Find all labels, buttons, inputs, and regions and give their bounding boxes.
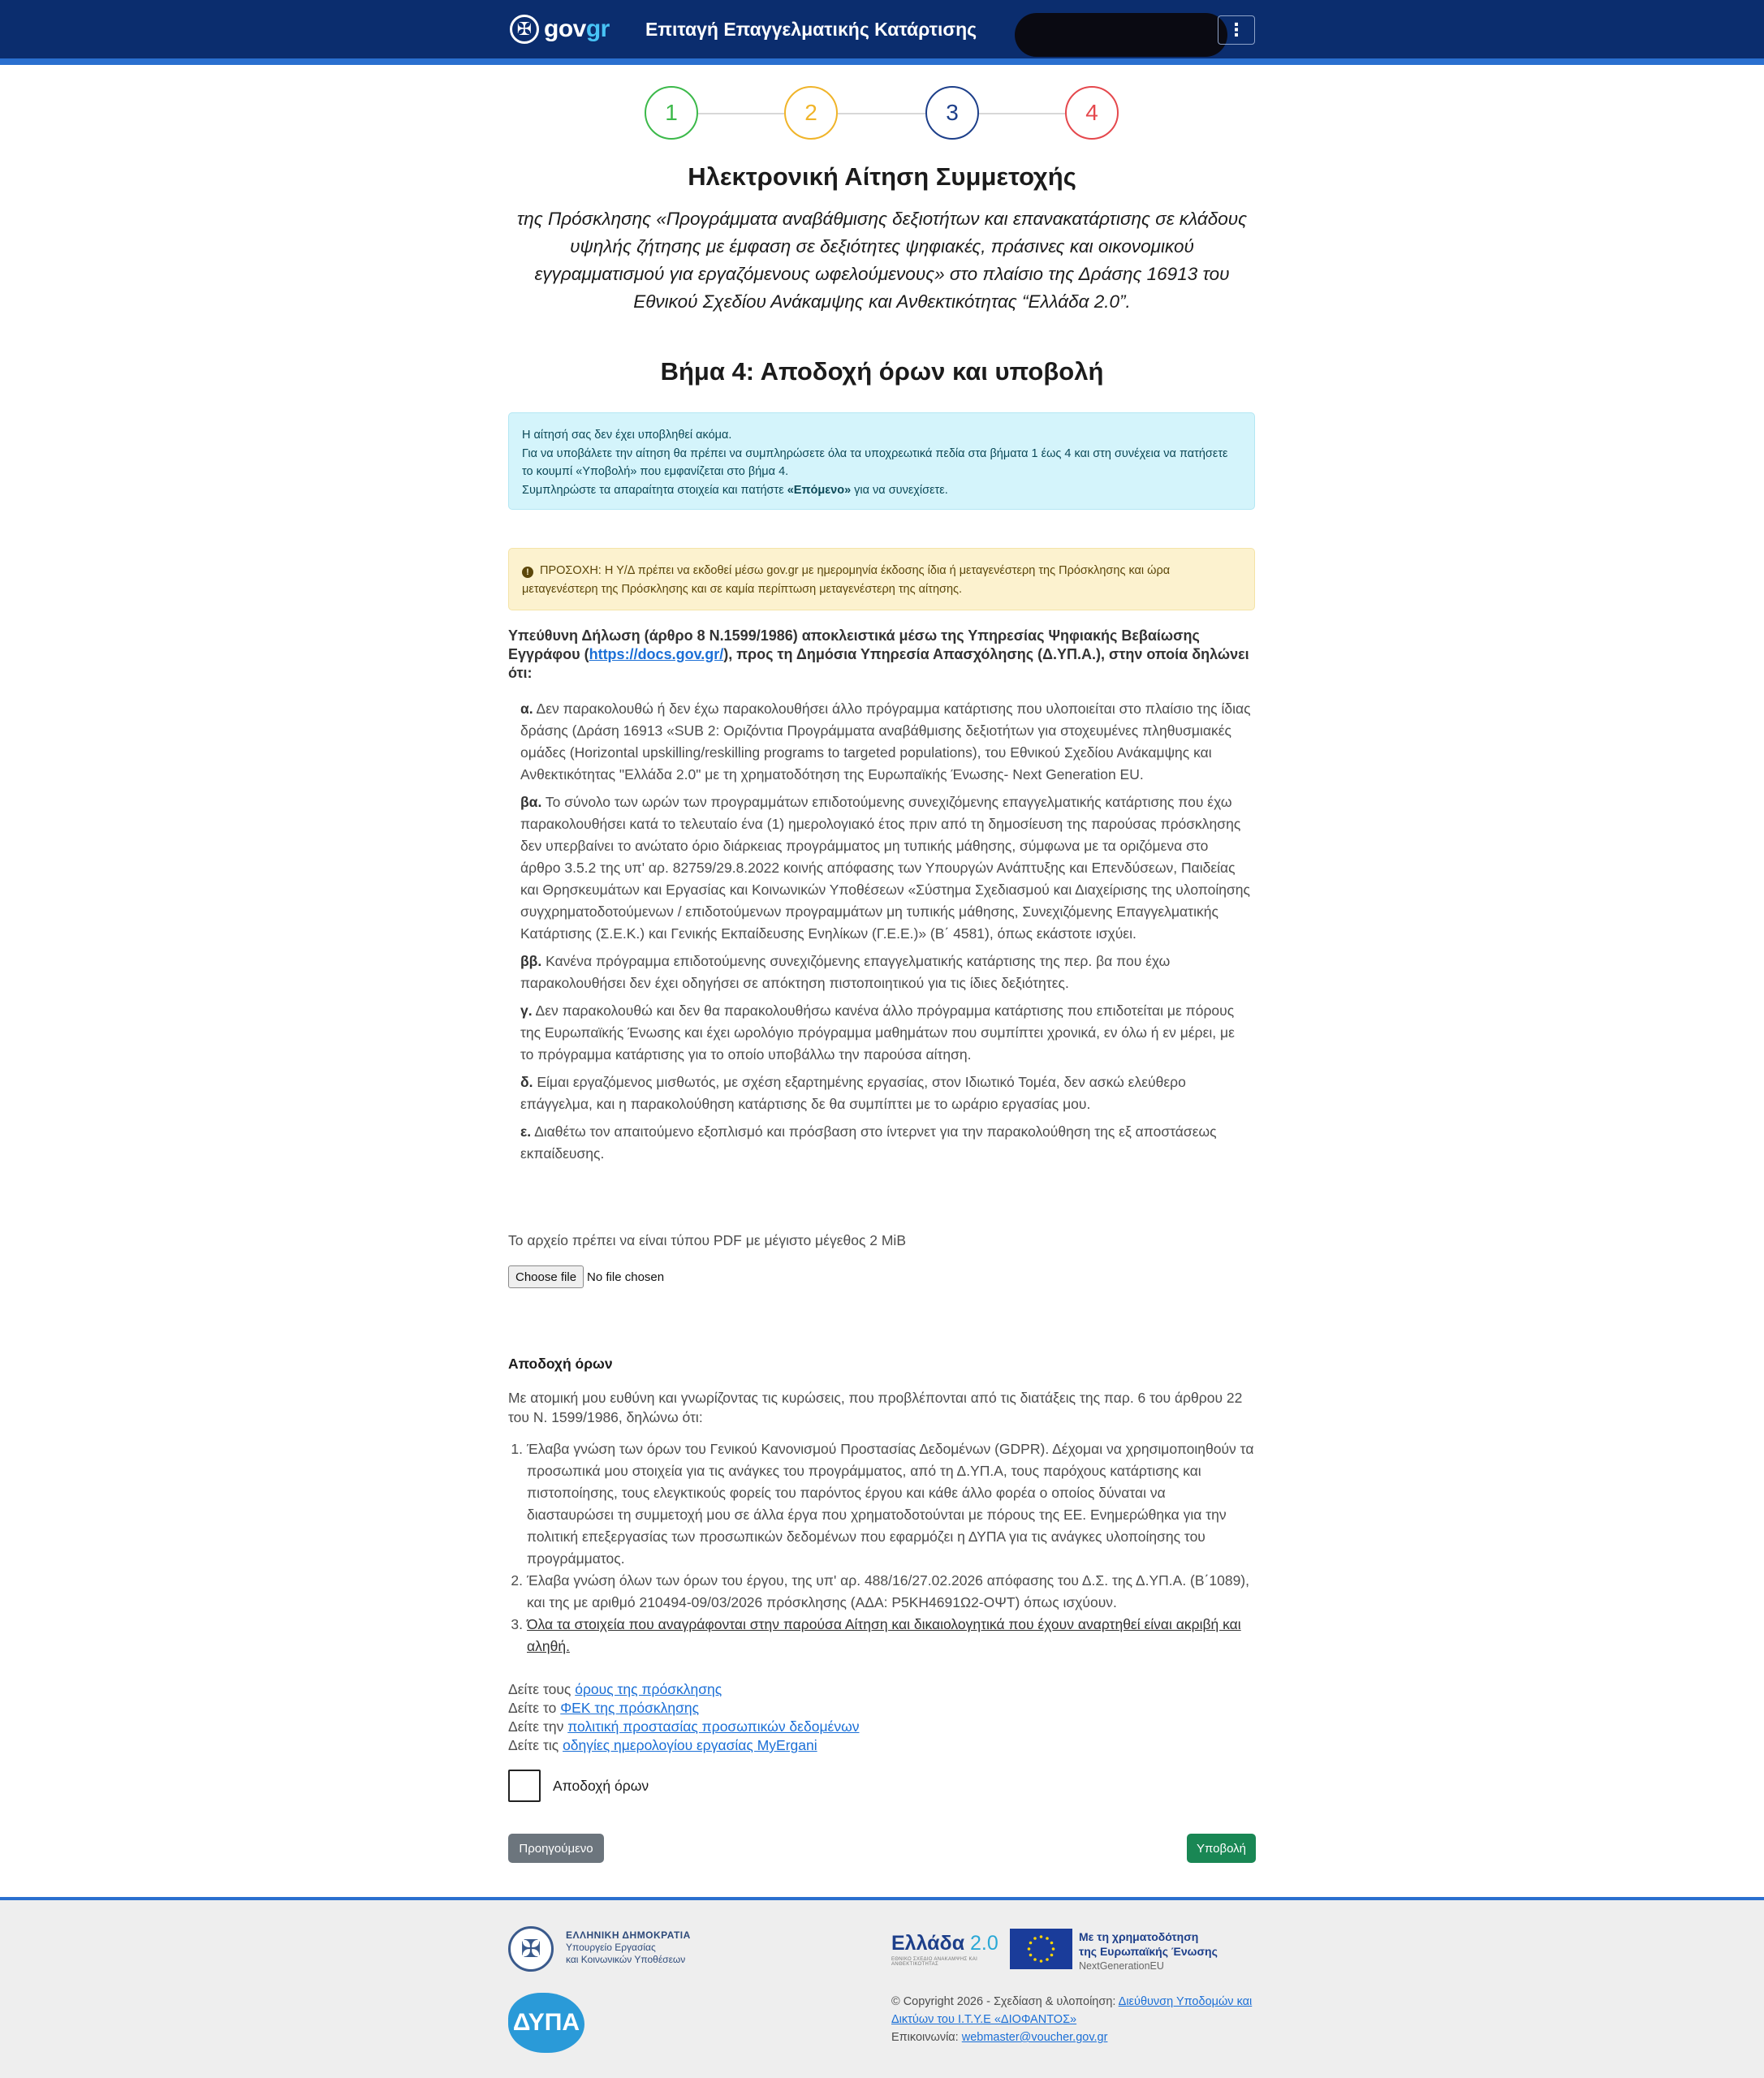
webmaster-email-link[interactable]: webmaster@voucher.gov.gr (961, 2031, 1108, 2044)
declaration-item-text: Δεν παρακολουθώ και δεν θα παρακολουθήσω κανένα άλλο πρόγραμμα κατάρτισης που επιδοτείται με πόρους της Ευρωπαϊκής Ένωσης και έχει ωρολόγιο πρόγραμμα μαθημάτων που συμπίπτει χρονικά, εν όλω ή εν μέρει, με το πρόγραμμα κατάρτισης για το οποίο υποβάλλω την παρούσα αίτηση. (520, 1002, 1235, 1063)
info-alert-line3 (522, 481, 1241, 500)
terms-of-call-link[interactable]: όρους της πρόσκλησης (575, 1681, 722, 1697)
user-name-redacted (1015, 13, 1227, 57)
terms-item-text: Έλαβα γνώση των όρων του Γενικού Κανονισμού Προστασίας Δεδομένων (GDPR). Δέχομαι να χρησιμοποιηθούν τα προσωπικά μου στοιχεία για τις ανάγκες του προγράμματος, από τη Δ.ΥΠ.Α, τους παρόχους κατάρτισης και πιστοποίησης, τους ελεγκτικούς φορείς του παρόντος έργου και κάθε άλλο φορέα ο οποίος δύναται να διασταυρώσει τη συμμετοχή μου σε άλλα έργα που χρηματοδοτούνται με πόρους της ΕΕ. Ενημερώθηκα για την πολιτική επεξεργασίας των προσωπικών δεδομένων που εφαρμόζει η ΔΥΠΑ για τις ανάγκες υλοποίησης του προγράμματος. (527, 1441, 1254, 1567)
info-alert-line1: Η αίτησή σας δεν έχει υποβληθεί ακόμα. (522, 429, 732, 442)
dypa-logo: ΔΥΠΑ (508, 1993, 584, 2053)
file-requirements-note: Το αρχείο πρέπει να είναι τύπου PDF με μέγιστο μέγεθος 2 MiB (508, 1232, 906, 1248)
eu-line1: Με τη χρηματοδότηση (1079, 1930, 1199, 1943)
declaration-item-label: δ. (520, 1074, 533, 1090)
reference-link-row (508, 1736, 1255, 1755)
eu-line3: NextGenerationEU (1079, 1960, 1164, 1972)
eu-star (1052, 1947, 1055, 1951)
eu-star (1028, 1947, 1031, 1951)
terms-item-text: Έλαβα γνώση όλων των όρων του έργου, της υπ' αρ. 488/16/27.02.2026 απόφασης του Δ.Σ. της Δ.ΥΠ.Α. (Β΄1089), και της με αριθμό 210494-09/03/2026 πρόσκλησης (ΑΔΑ: Ρ5ΚΗ4691Ω2-ΟΨΤ) όπως ισχύουν. (527, 1572, 1249, 1610)
terms-list (508, 1438, 1255, 1658)
privacy-policy-link[interactable]: πολιτική προστασίας προσωπικών δεδομένων (567, 1718, 860, 1735)
info-alert-line2: Για να υποβάλετε την αίτηση θα πρέπει να συμπληρώσετε όλα τα υποχρεωτικά πεδία στα βήματα 1 έως 4 και στη συνέχεια να πατήσετε το κουμπί «Υποβολή» που εμφανίζεται στο βήμα 4. (522, 446, 1228, 478)
declaration-item (520, 698, 1251, 786)
declaration-item-label: α. (520, 701, 533, 717)
link-prefix: Δείτε τους (508, 1681, 576, 1697)
declaration-item-text: Το σύνολο των ωρών των προγραμμάτων επιδοτούμενης συνεχιζόμενης επαγγελματικής κατάρτισης που έχω παρακολουθήσει κατά το τελευταίο ένα (1) ημερολογιακό έτος πριν από τη δημοσίευση της παρούσας πρόσκλησης δεν υπερβαίνει το ανώτατο όριο διάρκειας προγράμματος μη τυπικής μάθησης, σύμφωνα με τα οριζόμενα στο άρθρο 3.5.2 της υπ' αρ. 82759/29.8.2022 κοινής απόφασης των Υπουργών Ανάπτυξης και Επενδύσεων, Παιδείας και Θρησκευμάτων και Εργασίας και Κοινωνικών Υποθέσεων «Σύστημα Σχεδιασμού και Διαχείρισης της υλοποίησης συγχρηματοδοτούμενων / επιδοτούμενων προγραμμάτων μη τυπικής μάθησης, Συνεχιζόμενης Επαγγελματικής Κατάρτισης (Σ.Ε.Κ.) και Γενικής Εκπαίδευσης Ενηλίκων (Γ.Ε.Ε.)» (Β΄ 4581), όπως εκάστοτε ισχύει. (520, 794, 1250, 942)
eu-funding-text (1079, 1929, 1218, 1973)
declaration-list (520, 698, 1251, 1170)
terms-heading: Αποδοχή όρων (508, 1356, 613, 1372)
eu-star (1046, 1937, 1049, 1940)
eu-flag-icon (1010, 1929, 1072, 1969)
ministry-line2: Υπουργείο Εργασίας (566, 1942, 656, 1953)
declaration-item (520, 1071, 1251, 1115)
declaration-item-text: Κανένα πρόγραμμα επιδοτούμενης συνεχιζόμενης επαγγελματικής κατάρτισης της περ. βα που έχω παρακολουθήσει δεν έχει οδηγήσει σε απόκτηση πιστοποιητικού για τις ίδιες δεξιότητες. (520, 953, 1171, 991)
terms-item (508, 1438, 1255, 1570)
contact-pre: Επικοινωνία: (891, 2031, 962, 2044)
fek-link[interactable]: ΦΕΚ της πρόσκλησης (560, 1700, 700, 1716)
reference-link-row (508, 1718, 1255, 1736)
govgr-emblem-icon: ✠ (510, 15, 539, 44)
info-line3-post: για να συνεχίσετε. (851, 483, 948, 497)
eu-star (1050, 1954, 1054, 1957)
eu-star (1040, 1935, 1043, 1938)
declaration-item (520, 1121, 1251, 1165)
ellada-logo-text (891, 1932, 998, 1955)
progress-stepper (645, 86, 1119, 140)
step-1[interactable]: 1 (645, 86, 698, 140)
file-status: No file chosen (587, 1270, 665, 1284)
accept-terms-label[interactable]: Αποδοχή όρων (553, 1777, 649, 1794)
previous-button[interactable]: Προηγούμενο (508, 1834, 604, 1863)
terms-item-number: 1. (511, 1441, 523, 1457)
reference-link-row (508, 1699, 1255, 1718)
ministry-line3: και Κοινωνικών Υποθέσεων (566, 1954, 686, 1965)
call-description: της Πρόσκλησης «Προγράμματα αναβάθμισης δεξιοτήτων και επανακατάρτισης σε κλάδους υψηλής ζήτησης με έμφαση σε δεξιότητες ψηφιακές, πράσινες και οικονομικού εγγραμματισμού για εργαζόμενους ωφελούμενους» στο πλαίσιο της Δράσης 16913 του Εθνικού Σχεδίου Ανάκαμψης και Ανθεκτικότητας “Ελλάδα 2.0”. (516, 209, 1248, 312)
declaration-item (520, 1000, 1251, 1066)
eu-star (1046, 1958, 1049, 1961)
info-alert (508, 412, 1255, 510)
eu-star (1050, 1942, 1054, 1945)
accept-terms-checkbox[interactable] (508, 1770, 541, 1802)
declaration-intro (508, 627, 1255, 683)
reference-link-row (508, 1680, 1255, 1699)
ellada-2-0-logo (891, 1932, 998, 1969)
hellenic-republic-emblem-icon: ✠ (508, 1926, 554, 1972)
terms-item (508, 1570, 1255, 1614)
eu-star (1033, 1958, 1037, 1961)
step-3[interactable]: 3 (925, 86, 979, 140)
eu-line2: της Ευρωπαϊκής Ένωσης (1079, 1945, 1218, 1958)
ellada-logo-main: Ελλάδα (891, 1932, 965, 1955)
logo-text-accent: gr (585, 15, 610, 42)
ministry-line1: ΕΛΛΗΝΙΚΗ ΔΗΜΟΚΡΑΤΙΑ (566, 1929, 691, 1941)
user-menu-button[interactable] (1218, 15, 1255, 45)
declaration-item-text: Δεν παρακολουθώ ή δεν έχω παρακολουθήσει άλλο πρόγραμμα κατάρτισης που υλοποιείται στο πλαίσιο της ίδιας δράσης (Δράση 16913 «SUB 2: Οριζόντια Προγράμματα αναβάθμισης δεξιοτήτων για στοχευμένες πληθυσμιακές ομάδες (Horizontal upskilling/reskilling programs to targeted populations), του Εθνικού Σχεδίου Ανάκαμψης και Ανθεκτικότητας "Ελλάδα 2.0" με τη χρηματοδότηση της Ευρωπαϊκής Ένωσης- Next Generation EU. (520, 701, 1251, 782)
declaration-intro-post: ), προς τη Δημόσια Υπηρεσία Απασχόλησης (Δ.ΥΠ.Α.), στην οποία δηλώνει ότι: (508, 646, 1249, 681)
logo-text-main: gov (544, 15, 586, 42)
terms-item-number: 2. (511, 1572, 523, 1589)
exclamation-circle-icon: ! (522, 567, 533, 578)
step-2[interactable]: 2 (784, 86, 838, 140)
file-upload-input[interactable] (508, 1265, 664, 1288)
copyright (891, 1993, 1257, 2046)
step-4[interactable]: 4 (1065, 86, 1119, 140)
declaration-item (520, 791, 1251, 945)
choose-file-button[interactable]: Choose file (508, 1265, 584, 1288)
declaration-item-label: ε. (520, 1123, 532, 1140)
myergani-instructions-link[interactable]: οδηγίες ημερολογίου εργασίας MyErgani (563, 1737, 817, 1753)
terms-item (508, 1614, 1255, 1658)
ministry-logo-text (566, 1929, 691, 1966)
step-title: Βήμα 4: Αποδοχή όρων και υποβολή (660, 357, 1104, 386)
warning-alert (508, 548, 1255, 610)
stepper-connector (979, 113, 1065, 114)
govgr-logo-text (544, 15, 610, 43)
copyright-line (891, 1993, 1257, 2028)
reference-links (508, 1680, 1255, 1755)
page-title: Ηλεκτρονική Αίτηση Συμμετοχής (688, 162, 1076, 191)
copyright-pre: © Copyright 2026 - Σχεδίαση & υλοποίηση: (891, 1995, 1119, 2008)
link-prefix: Δείτε το (508, 1700, 561, 1716)
stepper-connector (838, 113, 925, 114)
declaration-item-label: ββ. (520, 953, 542, 969)
submit-button[interactable]: Υποβολή (1187, 1834, 1256, 1863)
app-title: Επιταγή Επαγγελματικής Κατάρτισης (645, 19, 977, 40)
navbar-accent-stripe (0, 58, 1764, 65)
kebab-menu-icon: ⋮ (1227, 19, 1245, 40)
info-line3-bold: «Επόμενο» (787, 483, 852, 497)
ellada-logo-subtitle: ΕΘΝΙΚΟ ΣΧΕΔΙΟ ΑΝΑΚΑΜΨΗΣ ΚΑΙ ΑΝΘΕΚΤΙΚΟΤΗΤΑΣ (891, 1957, 978, 1967)
declaration-item (520, 951, 1251, 994)
link-prefix: Δείτε την (508, 1718, 568, 1735)
link-prefix: Δείτε τις (508, 1737, 563, 1753)
stepper-connector (698, 113, 784, 114)
docs-govgr-link[interactable]: https://docs.gov.gr/ (589, 646, 724, 662)
govgr-logo[interactable] (510, 15, 610, 44)
eu-star (1029, 1954, 1033, 1957)
declaration-item-label: γ. (520, 1002, 533, 1019)
terms-item-text: Όλα τα στοιχεία που αναγράφονται στην παρούσα Αίτηση και δικαιολογητικά που έχουν αναρτηθεί είναι ακριβή και αληθή. (527, 1616, 1241, 1654)
terms-intro: Με ατομική μου ευθύνη και γνωρίζοντας τις κυρώσεις, που προβλέπονται από τις διατάξεις της παρ. 6 του άρθρου 22 του Ν. 1599/1986, δηλώνω ότι: (508, 1390, 1243, 1425)
info-line3-pre: Συμπληρώστε τα απαραίτητα στοιχεία και πατήστε (522, 483, 787, 497)
footer (0, 1897, 1764, 2078)
terms-item-number: 3. (511, 1616, 523, 1632)
declaration-intro-pre: Υπεύθυνη Δήλωση (άρθρο 8 Ν.1599/1986) αποκλειστικά μέσω της Υπηρεσίας Ψηφιακής Βεβαίωσης Εγγράφου ( (508, 627, 1200, 662)
contact-line (891, 2028, 1257, 2046)
ellada-logo-version: 2.0 (970, 1932, 998, 1955)
eu-star (1040, 1959, 1043, 1963)
declaration-item-label: βα. (520, 794, 542, 810)
declaration-item-text: Είμαι εργαζόμενος μισθωτός, με σχέση εξαρτημένης εργασίας, στον Ιδιωτικό Τομέα, δεν ασκώ ελεύθερο επάγγελμα, και η παρακολούθηση κατάρτισης δε θα συμπίπτει με το ωράριο εργασίας μου. (520, 1074, 1186, 1112)
declaration-item-text: Διαθέτω τον απαιτούμενο εξοπλισμό και πρόσβαση στο ίντερνετ για την παρακολούθηση της εξ αποστάσεως εκπαίδευσης. (520, 1123, 1217, 1162)
warning-alert-text: ΠΡΟΣΟΧΗ: Η Υ/Δ πρέπει να εκδοθεί μέσω gov.gr με ημερομηνία έκδοσης ίδια ή μεταγενέστερη της Πρόσκλησης και ώρα μεταγενέστερη της Πρόσκλησης και σε καμία περίπτωση μεταγενέστερη της αίτησης. (522, 564, 1171, 596)
accept-terms-row[interactable] (508, 1770, 649, 1802)
diofantos-link[interactable]: Διεύθυνση Υποδομών και Δικτύων του Ι.Τ.Υ.Ε «ΔΙΟΦΑΝΤΟΣ» (891, 1995, 1253, 2026)
eu-star (1029, 1942, 1033, 1945)
eu-star (1033, 1937, 1037, 1940)
